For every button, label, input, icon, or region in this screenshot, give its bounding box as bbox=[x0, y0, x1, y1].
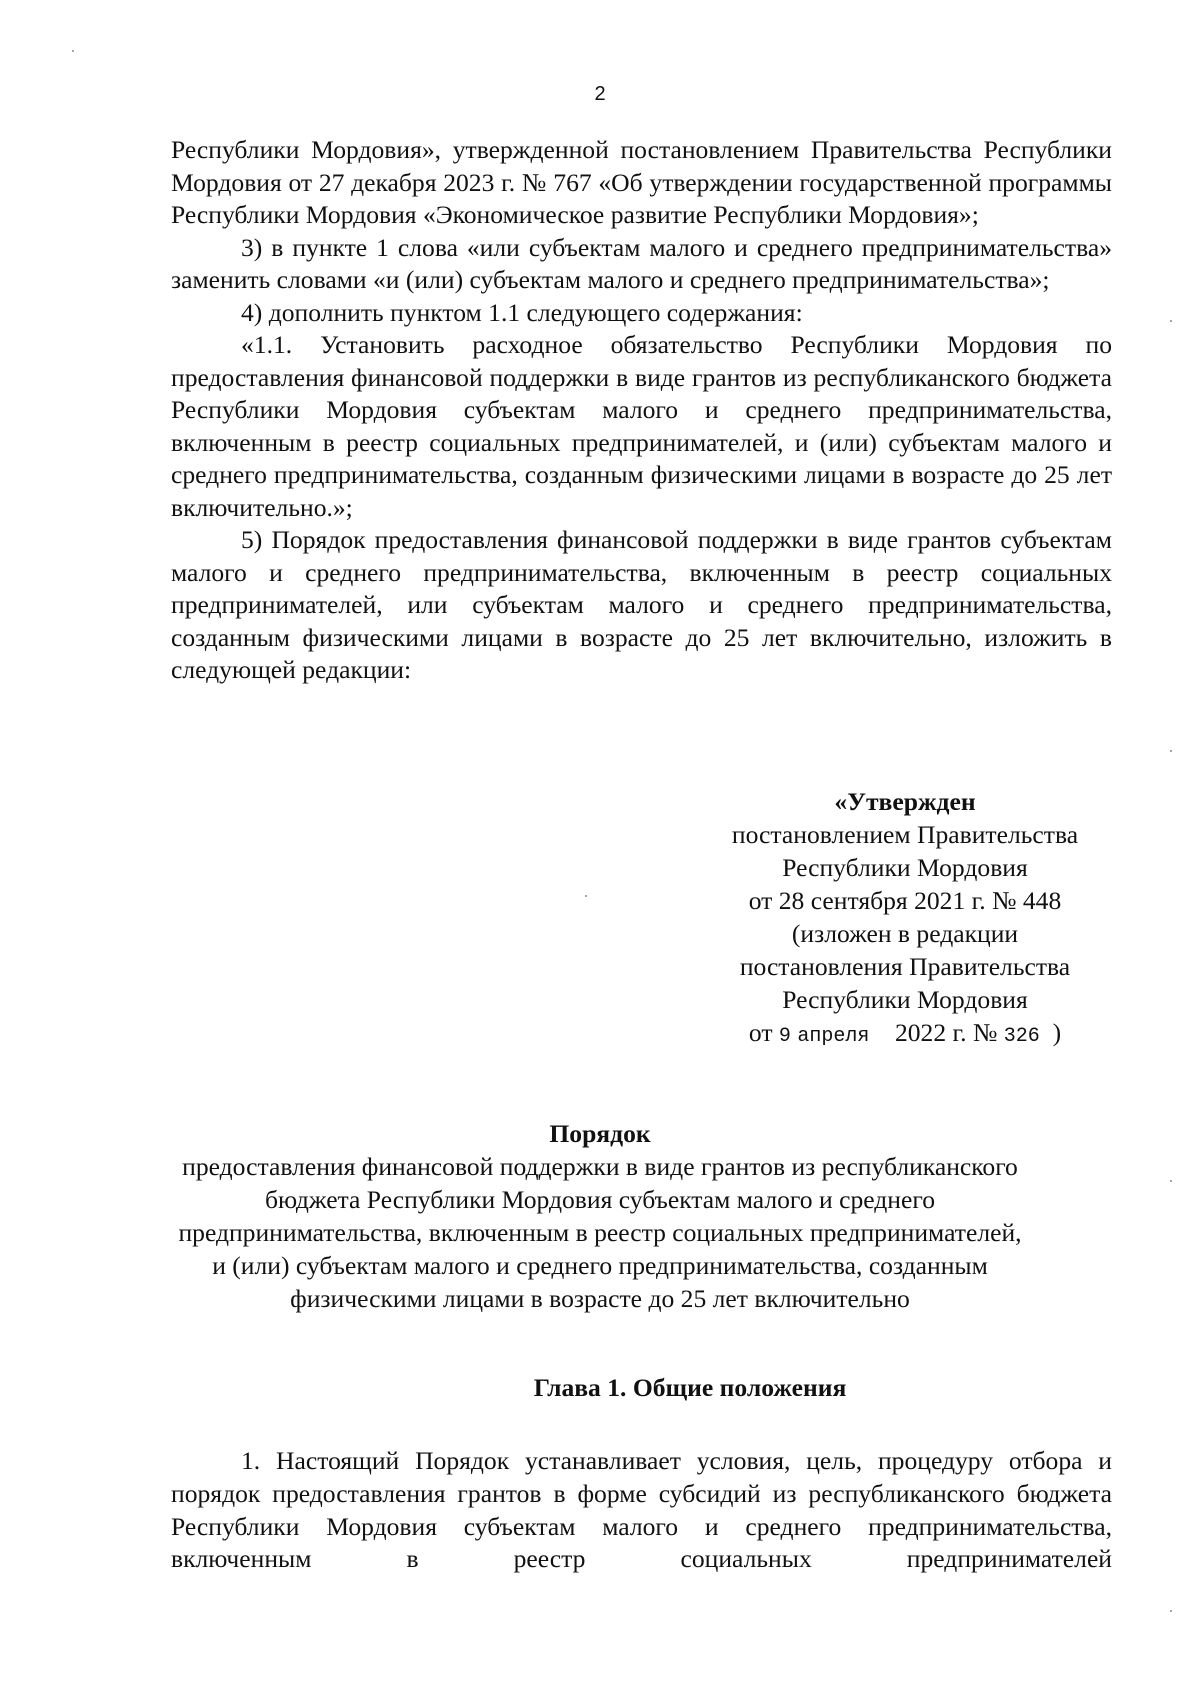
approval-line: постановлением Правительства bbox=[731, 820, 1079, 849]
approval-date-month: апреля bbox=[797, 1025, 870, 1048]
document-title bbox=[150, 1117, 1050, 1315]
amendment-text bbox=[171, 134, 1112, 687]
approval-stamp-block bbox=[715, 785, 1095, 1053]
paragraph-item-5: 5) Порядок предоставления финансовой поддержки в виде грантов субъектам малого и среднего предпринимательства, включенным в реестр социальных предпринимателей, или субъектам малого и среднего предпринимательства, созданным физическими лицами в возрасте до 25 лет включительно, изложить в следующей редакции: bbox=[171, 525, 1112, 684]
scan-speck bbox=[585, 895, 587, 897]
page-number: 2 bbox=[594, 83, 606, 105]
chapter-heading: Глава 1. Общие положения bbox=[533, 1373, 847, 1402]
document-title-line: и (или) субъектам малого и среднего предпринимательства, созданным bbox=[212, 1251, 988, 1280]
paragraph-continuation: Республики Мордовия», утвержденной постановлением Правительства Республики Мордовия от 27 декабря 2023 г. № 767 «Об утверждении государственной программы Республики Мордовия «Экономическое развитие Республики Мордовия»; bbox=[171, 135, 1112, 229]
document-title-line: бюджета Республики Мордовия субъектам малого и среднего bbox=[264, 1185, 935, 1214]
approval-date-line bbox=[715, 1016, 1095, 1053]
scan-speck bbox=[1170, 1610, 1172, 1612]
approval-date-prefix: от bbox=[748, 1018, 773, 1047]
approval-line: Республики Мордовия bbox=[782, 853, 1028, 882]
approval-date-suffix: ) bbox=[1052, 1018, 1062, 1047]
approval-line: Республики Мордовия bbox=[782, 985, 1028, 1014]
document-title-line: физическими лицами в возрасте до 25 лет включительно bbox=[290, 1284, 910, 1313]
document-title-line: предпринимательства, включенным в реестр социальных предпринимателей, bbox=[178, 1218, 1022, 1247]
scan-speck bbox=[1170, 1180, 1172, 1182]
approval-date-year: 2022 г. № bbox=[894, 1018, 998, 1047]
approval-line: постановления Правительства bbox=[739, 952, 1071, 981]
document-title-heading: Порядок bbox=[549, 1119, 651, 1148]
clause-1: 1. Настоящий Порядок устанавливает условия, цель, процедуру отбора и порядок предоставления грантов в форме субсидий из республиканского бюджета Республики Мордовия субъектам малого и среднего предпринимательства, включенным в реестр социальных предпринимателей bbox=[171, 1446, 1112, 1574]
paragraph-item-3: 3) в пункте 1 слова «или субъектам малого и среднего предпринимательства» заменить словами «и (или) субъектам малого и среднего предпринимательства»; bbox=[171, 232, 1112, 294]
approval-line: от 28 сентября 2021 г. № 448 bbox=[748, 886, 1062, 915]
approval-date-day: 9 bbox=[778, 1025, 791, 1048]
paragraph-item-4: 4) дополнить пунктом 1.1 следующего содержания: bbox=[241, 297, 803, 327]
scan-speck bbox=[1170, 750, 1172, 752]
approval-heading: «Утвержден bbox=[834, 787, 976, 816]
approval-line: (изложен в редакции bbox=[791, 919, 1019, 948]
approval-date-number: 326 bbox=[1003, 1025, 1040, 1048]
scan-speck bbox=[72, 50, 74, 52]
document-title-line: предоставления финансовой поддержки в виде грантов из республиканского bbox=[182, 1152, 1018, 1181]
paragraph-clause-1-1: «1.1. Установить расходное обязательство Республики Мордовия по предоставления финансовой поддержки в виде грантов из республиканского бюджета Республики Мордовия субъектам малого и среднего предпринимательства, включенным в реестр социальных предпринимателей, и (или) субъектам малого и среднего предпринимательства, созданным физическими лицами в возрасте до 25 лет включительно.»; bbox=[171, 330, 1112, 522]
scan-speck bbox=[1170, 320, 1172, 322]
